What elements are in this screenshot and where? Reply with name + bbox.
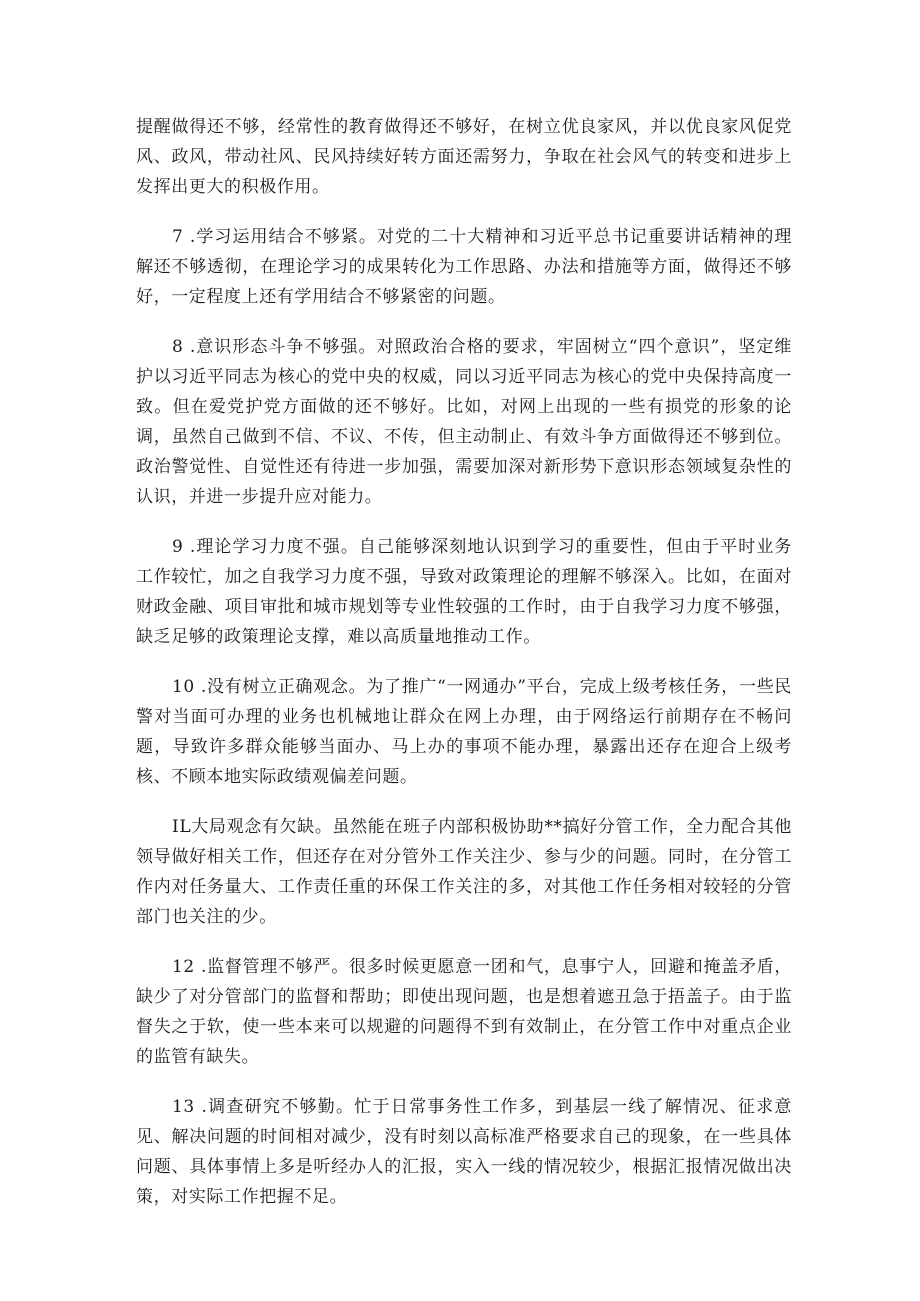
paragraph-item-12: 12 .监督管理不够严。很多时候更愿意一团和气，息事宁人，回避和掩盖矛盾，缺少了对分管部门的监督和帮助；即使出现问题，也是想着遮丑急于捂盖子。由于监督失之于软，使一些本来可以规避的问题得不到有效制止，在分管工作中对重点企业的监管有缺失。 [136,957,792,1067]
paragraph-continuation: 提醒做得还不够，经常性的教育做得还不够好，在树立优良家风，并以优良家风促党风、政风，带动社风、民风持续好转方面还需努力，争取在社会风气的转变和进步上发挥出更大的积极作用。 [136,117,792,197]
paragraph-item-9: 9 .理论学习力度不强。自己能够深刻地认识到学习的重要性，但由于平时业务工作较忙，加之自我学习力度不强，导致对政策理论的理解不够深入。比如，在面对财政金融、项目审批和城市规划等专业性较强的工作时，由于自我学习力度不够强，缺乏足够的政策理论支撑，难以高质量地推动工作。 [136,537,792,647]
paragraph-item-13: 13 .调查研究不够勤。忙于日常事务性工作多，到基层一线了解情况、征求意见、解决问题的时间相对减少，没有时刻以高标准严格要求自己的现象，在一些具体问题、具体事情上多是听经办人的汇报，实入一线的情况较少，根据汇报情况做出决策，对实际工作把握不足。 [136,1097,792,1207]
paragraph-item-8: 8 .意识形态斗争不够强。对照政治合格的要求，牢固树立“四个意识”，坚定维护以习近平同志为核心的党中央的权威，同以习近平同志为核心的党中央保持高度一致。但在爱党护党方面做的还不够好。比如，对网上出现的一些有损党的形象的论调，虽然自己做到不信、不议、不传，但主动制止、有效斗争方面做得还不够到位。政治警觉性、自觉性还有待进一步加强，需要加深对新形势下意识形态领域复杂性的认识，并进一步提升应对能力。 [136,337,792,507]
paragraph-item-7: 7 .学习运用结合不够紧。对党的二十大精神和习近平总书记重要讲话精神的理解还不够透彻，在理论学习的成果转化为工作思路、办法和措施等方面，做得还不够好，一定程度上还有学用结合不够紧密的问题。 [136,227,792,307]
paragraph-item-10: 10 .没有树立正确观念。为了推广“一网通办”平台，完成上级考核任务，一些民警对当面可办理的业务也机械地让群众在网上办理，由于网络运行前期存在不畅问题，导致许多群众能够当面办、马上办的事项不能办理，暴露出还存在迎合上级考核、不顾本地实际政绩观偏差问题。 [136,677,792,787]
paragraph-item-11: IL大局观念有欠缺。虽然能在班子内部积极协助**搞好分管工作，全力配合其他领导做好相关工作，但还存在对分管外工作关注少、参与少的问题。同时，在分管工作内对任务量大、工作责任重的环保工作关注的多，对其他工作任务相对较轻的分管部门也关注的少。 [136,817,792,927]
document-body [136,112,792,1232]
